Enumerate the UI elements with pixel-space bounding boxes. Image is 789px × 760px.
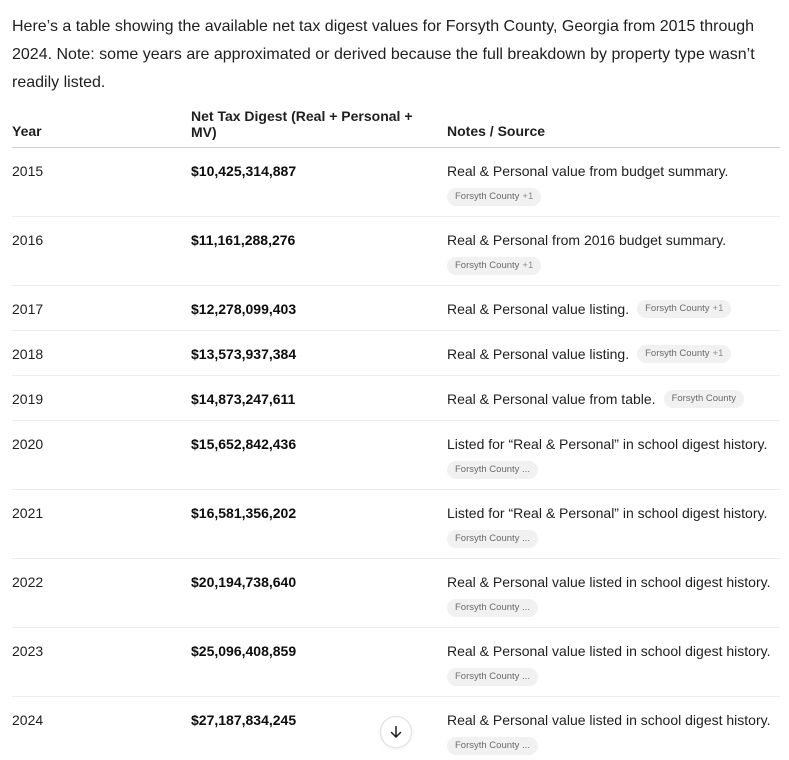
- cell-year: 2015: [12, 163, 44, 179]
- source-chip-count: +1: [712, 348, 724, 360]
- note-text: Real & Personal value listing.: [447, 346, 630, 362]
- source-chip[interactable]: [447, 257, 541, 275]
- header-year: Year: [12, 123, 42, 139]
- note-text: Real & Personal value listed in school digest history.: [447, 643, 771, 659]
- source-chip[interactable]: [447, 737, 538, 755]
- arrow-down-icon: [388, 724, 404, 740]
- source-chip-label: Forsyth County: [671, 393, 736, 405]
- cell-digest: $13,573,937,384: [191, 346, 297, 362]
- source-chip-label: Forsyth County ...: [455, 671, 530, 682]
- source-chip[interactable]: [637, 300, 731, 318]
- cell-year: 2019: [12, 391, 44, 407]
- cell-notes: [447, 391, 780, 408]
- cell-digest: $25,096,408,859: [191, 643, 297, 659]
- cell-year: 2021: [12, 505, 44, 521]
- source-chip[interactable]: [447, 461, 538, 479]
- note-text: Real & Personal value from budget summary.: [447, 163, 729, 179]
- cell-digest: $12,278,099,403: [191, 301, 297, 317]
- cell-year: 2022: [12, 574, 44, 590]
- source-chip[interactable]: [637, 345, 731, 363]
- table-row: [12, 628, 780, 697]
- cell-notes: [447, 436, 780, 479]
- note-text: Real & Personal value listed in school digest history.: [447, 574, 771, 590]
- note-text: Listed for “Real & Personal” in school digest history.: [447, 505, 768, 521]
- note-text: Real & Personal value listing.: [447, 301, 630, 317]
- cell-year: 2016: [12, 232, 44, 248]
- cell-digest: $15,652,842,436: [191, 436, 297, 452]
- table-row: [12, 148, 780, 217]
- cell-year: 2024: [12, 712, 44, 728]
- table-row: [12, 217, 780, 286]
- table-row: [12, 286, 780, 331]
- note-text: Real & Personal from 2016 budget summary.: [447, 232, 727, 248]
- cell-notes: [447, 163, 780, 206]
- table-row: [12, 490, 780, 559]
- scroll-to-bottom-button[interactable]: [380, 716, 412, 748]
- cell-notes: [447, 505, 780, 548]
- cell-digest: $16,581,356,202: [191, 505, 297, 521]
- header-notes: Notes / Source: [447, 123, 546, 139]
- source-chip-label: Forsyth County ...: [455, 740, 530, 751]
- source-chip-label: Forsyth County ...: [455, 533, 530, 544]
- table-header: [12, 107, 780, 148]
- note-text: Listed for “Real & Personal” in school digest history.: [447, 436, 768, 452]
- cell-notes: [447, 346, 780, 363]
- cell-year: 2017: [12, 301, 44, 317]
- source-chip-label: Forsyth County: [645, 348, 710, 360]
- source-chip-label: Forsyth County ...: [455, 464, 530, 475]
- source-chip[interactable]: [664, 390, 744, 408]
- table-row: [12, 559, 780, 628]
- table-row: [12, 376, 780, 421]
- cell-notes: [447, 712, 780, 755]
- cell-notes: [447, 643, 780, 686]
- intro-paragraph: Here’s a table showing the available net tax digest values for Forsyth County, Georgia from 2015 through 2024. Note: some years are approximated or derived because the full breakdown by property type wasn’t readily listed.: [12, 18, 755, 91]
- source-chip[interactable]: [447, 188, 541, 206]
- source-chip-label: Forsyth County: [455, 260, 520, 271]
- table-row: [12, 331, 780, 376]
- source-chip[interactable]: [447, 668, 538, 686]
- source-chip[interactable]: [447, 599, 538, 617]
- note-text: Real & Personal value from table.: [447, 391, 656, 407]
- cell-digest: $10,425,314,887: [191, 163, 297, 179]
- source-chip[interactable]: [447, 530, 538, 548]
- cell-notes: [447, 301, 780, 318]
- cell-year: 2018: [12, 346, 44, 362]
- note-text: Real & Personal value listed in school digest history.: [447, 712, 771, 728]
- cell-digest: $27,187,834,245: [191, 712, 297, 728]
- source-chip-count: +1: [522, 191, 534, 202]
- cell-digest: $20,194,738,640: [191, 574, 297, 590]
- cell-year: 2020: [12, 436, 44, 452]
- header-digest: Net Tax Digest (Real + Personal + MV): [191, 108, 413, 140]
- source-chip-label: Forsyth County ...: [455, 602, 530, 613]
- table-row: [12, 421, 780, 490]
- cell-year: 2023: [12, 643, 44, 659]
- cell-notes: [447, 574, 780, 617]
- source-chip-label: Forsyth County: [645, 303, 710, 315]
- source-chip-label: Forsyth County: [455, 191, 520, 202]
- source-chip-count: +1: [522, 260, 534, 271]
- cell-digest: $14,873,247,611: [191, 391, 296, 407]
- cell-notes: [447, 232, 780, 275]
- cell-digest: $11,161,288,276: [191, 232, 296, 248]
- source-chip-count: +1: [712, 303, 724, 315]
